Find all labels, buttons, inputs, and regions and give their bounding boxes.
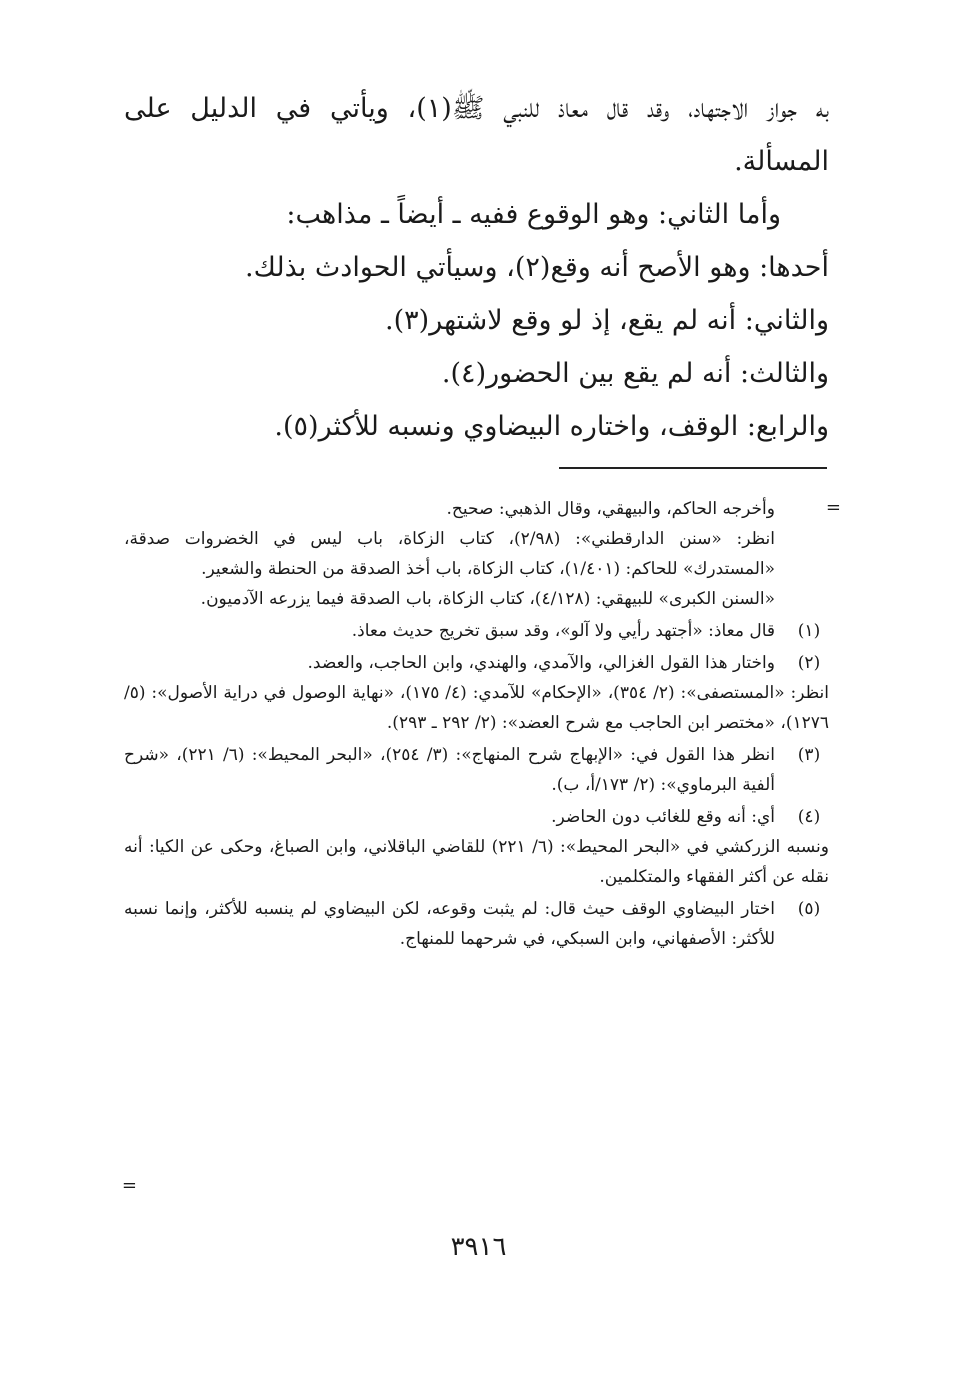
- footnote-2-number: (٢): [797, 653, 821, 673]
- continuation-mark-top: =: [825, 497, 841, 518]
- footnote-3-text: انظر هذا القول في: «الإبهاج شرح المنهاج»: (٣/ ٢٥٤)، «البحر المحيط»: (٦/ ٢٢١)، «شرح ألفية البرماوي»: (٢/ ١٧٣/أ، ب).: [124, 745, 775, 795]
- footnote-continued-line-2: انظر: «سنن الدارقطني»: (٢/٩٨)، كتاب الزكاة، باب ليس في الخضروات صدقة، «المستدرك» للحاكم: (١/٤٠١)، كتاب الزكاة، باب أخذ الصدقة من الحنطة والشعير.: [124, 529, 775, 579]
- footnote-4-text: أي: أنه وقع للغائب دون الحاضر.: [551, 807, 775, 827]
- footnote-5-text: اختار البيضاوي الوقف حيث قال: لم يثبت وقوعه، لكن البيضاوي لم ينسبه للأكثر، وإنما نسبه للأكثر: الأصفهاني، وابن السبكي، في شرحهما للمنهاج.: [124, 899, 775, 949]
- main-line-1: به جواز الاجتهاد، وقد قال معاذ للنبي ﷺ(١)، ويأتي في الدليل على: [124, 93, 829, 124]
- footnote-5-number: (٥): [797, 899, 821, 919]
- main-line-2: المسألة.: [734, 146, 829, 177]
- footnote-1: [124, 616, 829, 646]
- footnote-3: [124, 740, 829, 800]
- footnote-4-number: (٤): [797, 807, 821, 827]
- footnote-continued-line-3: «السنن الكبرى» للبيهقي: (٤/١٢٨)، كتاب الزكاة، باب الصدقة فيما يزرعه الآدميون.: [200, 589, 775, 609]
- footnote-3-number: (٣): [797, 745, 821, 765]
- footnote-5: [124, 894, 829, 954]
- footnotes: [124, 494, 829, 956]
- footnote-continued-line-1: وأخرجه الحاكم، والبيهقي، وقال الذهبي: صحيح.: [446, 499, 775, 519]
- footnote-1-number: (١): [797, 621, 821, 641]
- footnote-separator: [559, 467, 827, 469]
- main-line-3: وأما الثاني: وهو الوقوع ففيه ـ أيضاً ـ مذاهب:: [286, 199, 781, 230]
- footnote-2-reference: انظر: «المستصفى»: (٢/ ٣٥٤)، «الإحكام» للآمدي: (٤/ ١٧٥)، «نهاية الوصول في دراية الأصول»: (٥/ ١٢٧٦)، «مختصر ابن الحاجب مع شرح العضد»: (٢/ ٢٩٢ ـ ٢٩٣).: [124, 683, 829, 733]
- footnote-4: [124, 802, 829, 892]
- main-line-6: والثالث: أنه لم يقع بين الحضور(٤).: [441, 358, 829, 389]
- footnote-continued: [124, 494, 829, 614]
- footnote-2: [124, 648, 829, 738]
- footnote-2-text: واختار هذا القول الغزالي، والآمدي، والهندي، وابن الحاجب، والعضد.: [307, 653, 775, 673]
- page-number: ٣٩١٦: [450, 1232, 507, 1262]
- main-text: [124, 82, 829, 453]
- footnote-1-text: قال معاذ: «أجتهد رأيي ولا آلو»، وقد سبق تخريج حديث معاذ.: [351, 621, 775, 641]
- main-line-5: والثاني: أنه لم يقع، إذ لو وقع لاشتهر(٣).: [385, 305, 829, 336]
- continuation-mark-bottom: =: [121, 1175, 137, 1196]
- main-line-7: والرابع: الوقف، واختاره البيضاوي ونسبه للأكثر(٥).: [274, 411, 829, 442]
- footnote-4-reference: ونسبه الزركشي في «البحر المحيط»: (٦/ ٢٢١) للقاضي الباقلاني، وابن الصباغ، وحكى عن الكيا: أنه نقله عن أكثر الفقهاء والمتكلمين.: [124, 837, 829, 887]
- main-line-4: أحدها: وهو الأصح أنه وقع(٢)، وسيأتي الحوادث بذلك.: [245, 252, 829, 283]
